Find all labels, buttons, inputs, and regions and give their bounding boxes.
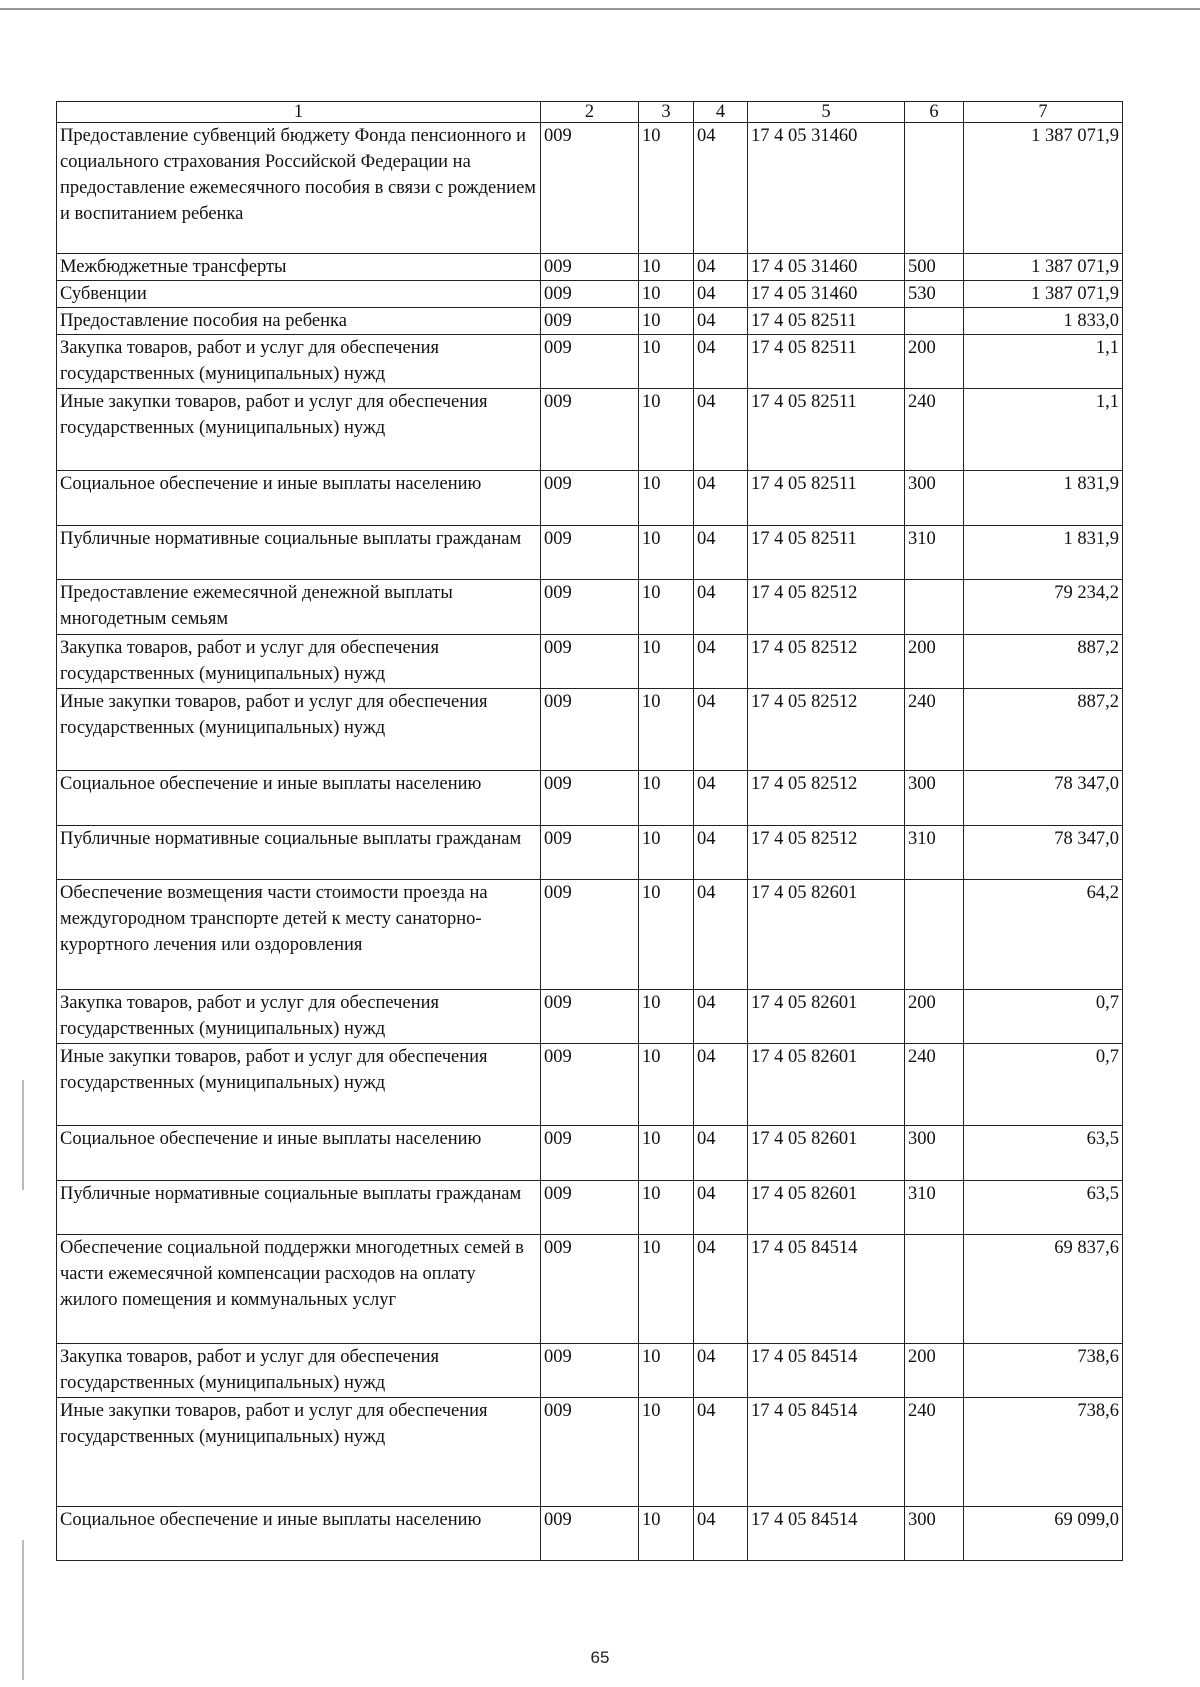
- amount: 1,1: [964, 335, 1123, 389]
- admin-code: 009: [541, 1181, 639, 1235]
- table-row: [57, 580, 1123, 635]
- row-name: Социальное обеспечение и иные выплаты населению: [57, 471, 541, 526]
- section-code: 10: [639, 471, 694, 526]
- table-row: [57, 308, 1123, 335]
- admin-code: 009: [541, 880, 639, 990]
- admin-code: 009: [541, 471, 639, 526]
- subsection-code: 04: [694, 254, 748, 281]
- target-code: 17 4 05 82512: [748, 771, 905, 826]
- target-code: 17 4 05 82601: [748, 1181, 905, 1235]
- subsection-code: 04: [694, 123, 748, 254]
- expense-type-code: 240: [905, 689, 964, 771]
- row-name: Иные закупки товаров, работ и услуг для обеспечения государственных (муниципальных) нужд: [57, 1044, 541, 1126]
- admin-code: 009: [541, 771, 639, 826]
- amount: 1,1: [964, 389, 1123, 471]
- section-code: 10: [639, 826, 694, 880]
- row-name: Обеспечение возмещения части стоимости проезда на междугородном транспорте детей к месту санаторно-курортного лечения или оздоровления: [57, 880, 541, 990]
- row-name: Публичные нормативные социальные выплаты гражданам: [57, 526, 541, 580]
- table-row: [57, 1235, 1123, 1344]
- section-code: 10: [639, 1507, 694, 1561]
- column-header: 1: [57, 102, 541, 123]
- row-name: Закупка товаров, работ и услуг для обеспечения государственных (муниципальных) нужд: [57, 635, 541, 689]
- expense-type-code: 200: [905, 1344, 964, 1398]
- target-code: 17 4 05 31460: [748, 281, 905, 308]
- admin-code: 009: [541, 635, 639, 689]
- row-name: Социальное обеспечение и иные выплаты населению: [57, 1507, 541, 1561]
- row-name: Социальное обеспечение и иные выплаты населению: [57, 771, 541, 826]
- admin-code: 009: [541, 1344, 639, 1398]
- section-code: 10: [639, 1044, 694, 1126]
- table-row: [57, 254, 1123, 281]
- expense-type-code: 240: [905, 1398, 964, 1507]
- section-code: 10: [639, 281, 694, 308]
- table-row: [57, 471, 1123, 526]
- target-code: 17 4 05 82512: [748, 826, 905, 880]
- section-code: 10: [639, 990, 694, 1044]
- amount: 887,2: [964, 689, 1123, 771]
- expense-type-code: 500: [905, 254, 964, 281]
- expense-type-code: 200: [905, 335, 964, 389]
- amount: 63,5: [964, 1181, 1123, 1235]
- amount: 1 387 071,9: [964, 281, 1123, 308]
- section-code: 10: [639, 580, 694, 635]
- row-name: Обеспечение социальной поддержки многодетных семей в части ежемесячной компенсации расходов на оплату жилого помещения и коммунальных услуг: [57, 1235, 541, 1344]
- row-name: Предоставление пособия на ребенка: [57, 308, 541, 335]
- subsection-code: 04: [694, 1181, 748, 1235]
- expense-type-code: [905, 580, 964, 635]
- row-name: Закупка товаров, работ и услуг для обеспечения государственных (муниципальных) нужд: [57, 1344, 541, 1398]
- subsection-code: 04: [694, 635, 748, 689]
- amount: 1 831,9: [964, 471, 1123, 526]
- subsection-code: 04: [694, 1235, 748, 1344]
- expense-type-code: 300: [905, 1507, 964, 1561]
- row-name: Публичные нормативные социальные выплаты гражданам: [57, 826, 541, 880]
- subsection-code: 04: [694, 1044, 748, 1126]
- row-name: Предоставление ежемесячной денежной выплаты многодетным семьям: [57, 580, 541, 635]
- admin-code: 009: [541, 254, 639, 281]
- table-row: [57, 123, 1123, 254]
- expense-type-code: 200: [905, 635, 964, 689]
- subsection-code: 04: [694, 880, 748, 990]
- expense-type-code: 300: [905, 471, 964, 526]
- expense-type-code: [905, 123, 964, 254]
- table-row: [57, 826, 1123, 880]
- section-code: 10: [639, 635, 694, 689]
- section-code: 10: [639, 308, 694, 335]
- budget-table: [56, 101, 1123, 1561]
- column-header: 3: [639, 102, 694, 123]
- admin-code: 009: [541, 281, 639, 308]
- section-code: 10: [639, 526, 694, 580]
- table-row: [57, 771, 1123, 826]
- target-code: 17 4 05 82511: [748, 335, 905, 389]
- target-code: 17 4 05 82511: [748, 471, 905, 526]
- table-row: [57, 1344, 1123, 1398]
- subsection-code: 04: [694, 1398, 748, 1507]
- table-row: [57, 1126, 1123, 1181]
- subsection-code: 04: [694, 281, 748, 308]
- amount: 79 234,2: [964, 580, 1123, 635]
- admin-code: 009: [541, 1398, 639, 1507]
- amount: 64,2: [964, 880, 1123, 990]
- section-code: 10: [639, 1344, 694, 1398]
- admin-code: 009: [541, 689, 639, 771]
- amount: 1 833,0: [964, 308, 1123, 335]
- subsection-code: 04: [694, 1126, 748, 1181]
- target-code: 17 4 05 82601: [748, 1126, 905, 1181]
- table-row: [57, 1507, 1123, 1561]
- target-code: 17 4 05 82511: [748, 526, 905, 580]
- table-row: [57, 335, 1123, 389]
- table-header-row: [57, 102, 1123, 123]
- target-code: 17 4 05 84514: [748, 1344, 905, 1398]
- target-code: 17 4 05 82512: [748, 580, 905, 635]
- subsection-code: 04: [694, 580, 748, 635]
- column-header: 2: [541, 102, 639, 123]
- row-name: Закупка товаров, работ и услуг для обеспечения государственных (муниципальных) нужд: [57, 335, 541, 389]
- expense-type-code: [905, 308, 964, 335]
- subsection-code: 04: [694, 990, 748, 1044]
- row-name: Социальное обеспечение и иные выплаты населению: [57, 1126, 541, 1181]
- expense-type-code: 240: [905, 389, 964, 471]
- admin-code: 009: [541, 1126, 639, 1181]
- expense-type-code: [905, 1235, 964, 1344]
- expense-type-code: [905, 880, 964, 990]
- table-row: [57, 1398, 1123, 1507]
- amount: 0,7: [964, 1044, 1123, 1126]
- amount: 78 347,0: [964, 771, 1123, 826]
- admin-code: 009: [541, 526, 639, 580]
- expense-type-code: 310: [905, 826, 964, 880]
- column-header: 7: [964, 102, 1123, 123]
- table-row: [57, 1181, 1123, 1235]
- column-header: 6: [905, 102, 964, 123]
- section-code: 10: [639, 1181, 694, 1235]
- column-header: 5: [748, 102, 905, 123]
- subsection-code: 04: [694, 471, 748, 526]
- target-code: 17 4 05 82511: [748, 389, 905, 471]
- expense-type-code: 300: [905, 1126, 964, 1181]
- admin-code: 009: [541, 1044, 639, 1126]
- amount: 887,2: [964, 635, 1123, 689]
- row-name: Закупка товаров, работ и услуг для обеспечения государственных (муниципальных) нужд: [57, 990, 541, 1044]
- scan-left-edge-mark: [22, 1080, 24, 1190]
- scan-top-rule: [0, 8, 1200, 10]
- admin-code: 009: [541, 580, 639, 635]
- admin-code: 009: [541, 826, 639, 880]
- amount: 0,7: [964, 990, 1123, 1044]
- table-row: [57, 281, 1123, 308]
- expense-type-code: 240: [905, 1044, 964, 1126]
- target-code: 17 4 05 82512: [748, 689, 905, 771]
- subsection-code: 04: [694, 826, 748, 880]
- row-name: Иные закупки товаров, работ и услуг для обеспечения государственных (муниципальных) нужд: [57, 389, 541, 471]
- row-name: Иные закупки товаров, работ и услуг для обеспечения государственных (муниципальных) нужд: [57, 1398, 541, 1507]
- table-row: [57, 1044, 1123, 1126]
- section-code: 10: [639, 880, 694, 990]
- section-code: 10: [639, 1235, 694, 1344]
- expense-type-code: 310: [905, 526, 964, 580]
- subsection-code: 04: [694, 689, 748, 771]
- subsection-code: 04: [694, 771, 748, 826]
- amount: 69 837,6: [964, 1235, 1123, 1344]
- subsection-code: 04: [694, 1507, 748, 1561]
- table-row: [57, 389, 1123, 471]
- section-code: 10: [639, 335, 694, 389]
- amount: 738,6: [964, 1344, 1123, 1398]
- admin-code: 009: [541, 123, 639, 254]
- subsection-code: 04: [694, 1344, 748, 1398]
- expense-type-code: 530: [905, 281, 964, 308]
- admin-code: 009: [541, 308, 639, 335]
- table-row: [57, 990, 1123, 1044]
- target-code: 17 4 05 82601: [748, 1044, 905, 1126]
- table-row: [57, 880, 1123, 990]
- section-code: 10: [639, 1398, 694, 1507]
- expense-type-code: 310: [905, 1181, 964, 1235]
- admin-code: 009: [541, 1507, 639, 1561]
- target-code: 17 4 05 84514: [748, 1398, 905, 1507]
- amount: 78 347,0: [964, 826, 1123, 880]
- table-row: [57, 526, 1123, 580]
- row-name: Иные закупки товаров, работ и услуг для обеспечения государственных (муниципальных) нужд: [57, 689, 541, 771]
- amount: 63,5: [964, 1126, 1123, 1181]
- section-code: 10: [639, 771, 694, 826]
- page-number: 65: [590, 1648, 610, 1667]
- amount: 1 387 071,9: [964, 123, 1123, 254]
- expense-type-code: 300: [905, 771, 964, 826]
- subsection-code: 04: [694, 389, 748, 471]
- column-header: 4: [694, 102, 748, 123]
- target-code: 17 4 05 31460: [748, 254, 905, 281]
- target-code: 17 4 05 82601: [748, 990, 905, 1044]
- table-row: [57, 689, 1123, 771]
- subsection-code: 04: [694, 335, 748, 389]
- amount: 1 387 071,9: [964, 254, 1123, 281]
- subsection-code: 04: [694, 526, 748, 580]
- admin-code: 009: [541, 389, 639, 471]
- target-code: 17 4 05 82511: [748, 308, 905, 335]
- expense-type-code: 200: [905, 990, 964, 1044]
- admin-code: 009: [541, 990, 639, 1044]
- row-name: Публичные нормативные социальные выплаты гражданам: [57, 1181, 541, 1235]
- target-code: 17 4 05 84514: [748, 1507, 905, 1561]
- row-name: Субвенции: [57, 281, 541, 308]
- table-row: [57, 635, 1123, 689]
- amount: 738,6: [964, 1398, 1123, 1507]
- target-code: 17 4 05 82512: [748, 635, 905, 689]
- section-code: 10: [639, 1126, 694, 1181]
- target-code: 17 4 05 31460: [748, 123, 905, 254]
- target-code: 17 4 05 84514: [748, 1235, 905, 1344]
- subsection-code: 04: [694, 308, 748, 335]
- amount: 69 099,0: [964, 1507, 1123, 1561]
- amount: 1 831,9: [964, 526, 1123, 580]
- admin-code: 009: [541, 335, 639, 389]
- section-code: 10: [639, 689, 694, 771]
- section-code: 10: [639, 389, 694, 471]
- row-name: Предоставление субвенций бюджету Фонда пенсионного и социального страхования Российской Федерации на предоставление ежемесячного пособия в связи с рождением и воспитанием ребенка: [57, 123, 541, 254]
- row-name: Межбюджетные трансферты: [57, 254, 541, 281]
- target-code: 17 4 05 82601: [748, 880, 905, 990]
- section-code: 10: [639, 254, 694, 281]
- admin-code: 009: [541, 1235, 639, 1344]
- section-code: 10: [639, 123, 694, 254]
